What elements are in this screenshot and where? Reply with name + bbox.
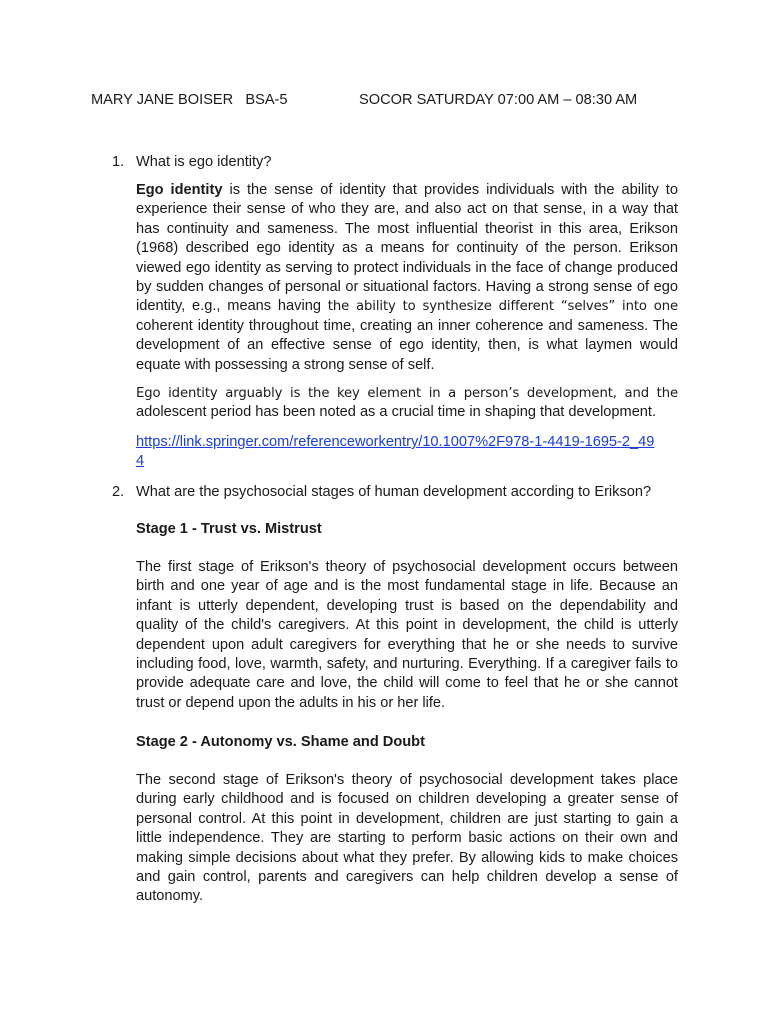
answer-1-para2-text-b: adolescent period has been noted as a crucial time in shaping that development. [136,404,657,421]
question-text: What is ego identity? [136,154,272,170]
answer-1-text-b: the ability to synthesize different “selves” into one [327,299,678,315]
answer-1-para2-text-a: Ego identity arguably is the key element in a person’s development, and the [136,386,678,401]
answer-1-paragraph-1 [136,181,678,375]
student-name-section: MARY JANE BOISER BSA-5 [91,92,288,108]
stage-2-body [136,771,678,907]
document-header [91,91,691,111]
answer-1-text-c: coherent identity throughout time, creating an inner coherence and sameness. The development of an effective sense of ego identity, then, is what laymen would equate with possessing a strong sense of self. [136,317,678,373]
stage-1-heading: Stage 1 - Trust vs. Mistrust [136,521,322,537]
answer-1-text-a: is the sense of identity that provides individuals with the ability to experience their sense of who they are, and also act on that sense, in a way that has continuity and sameness. The most influential theorist in this area, Erikson (1968) described ego identity as a means for continuity of the person. Erikson viewed ego identity as serving to protect individuals in the face of change produced by sudden changes of personal or situational factors. Having a strong sense of ego identity, e.g., means having [136,182,678,315]
reference-link-block [136,433,656,472]
stage-1-body [136,558,678,713]
question-number: 2. [112,484,125,500]
stage-2-text: The second stage of Erikson's theory of psychosocial development takes place during early childhood and is focused on children developing a greater sense of personal control. At this point in development, children are just starting to gain a little independence. They are starting to perform basic actions on their own and making simple decisions about what they prefer. By allowing kids to make choices and gain control, parents and caregivers can help children develop a sense of autonomy. [136,772,678,905]
stage-1-text: The first stage of Erikson's theory of psychosocial development occurs between birth and one year of age and is the most fundamental stage in life. Because an infant is utterly dependent, developing trust is based on the dependability and quality of the child's caregivers. At this point in development, the child is utterly dependent upon adult caregivers for everything that he or she needs to survive including food, love, warmth, safety, and nurturing. Everything. If a caregiver fails to provide adequate care and love, the child will come to feel that he or she cannot trust or depend upon the adults in his or her life. [136,559,678,711]
question-number: 1. [112,154,125,170]
question-text: What are the psychosocial stages of human development according to Erikson? [136,484,652,500]
reference-link[interactable]: https://link.springer.com/referenceworkentry/10.1007%2F978-1-4419-1695-2_494 [136,434,655,470]
stage-2-heading: Stage 2 - Autonomy vs. Shame and Doubt [136,734,425,750]
answer-1-paragraph-2 [136,384,678,423]
class-schedule: SOCOR SATURDAY 07:00 AM – 08:30 AM [359,92,638,108]
term-ego-identity: Ego identity [136,182,223,198]
